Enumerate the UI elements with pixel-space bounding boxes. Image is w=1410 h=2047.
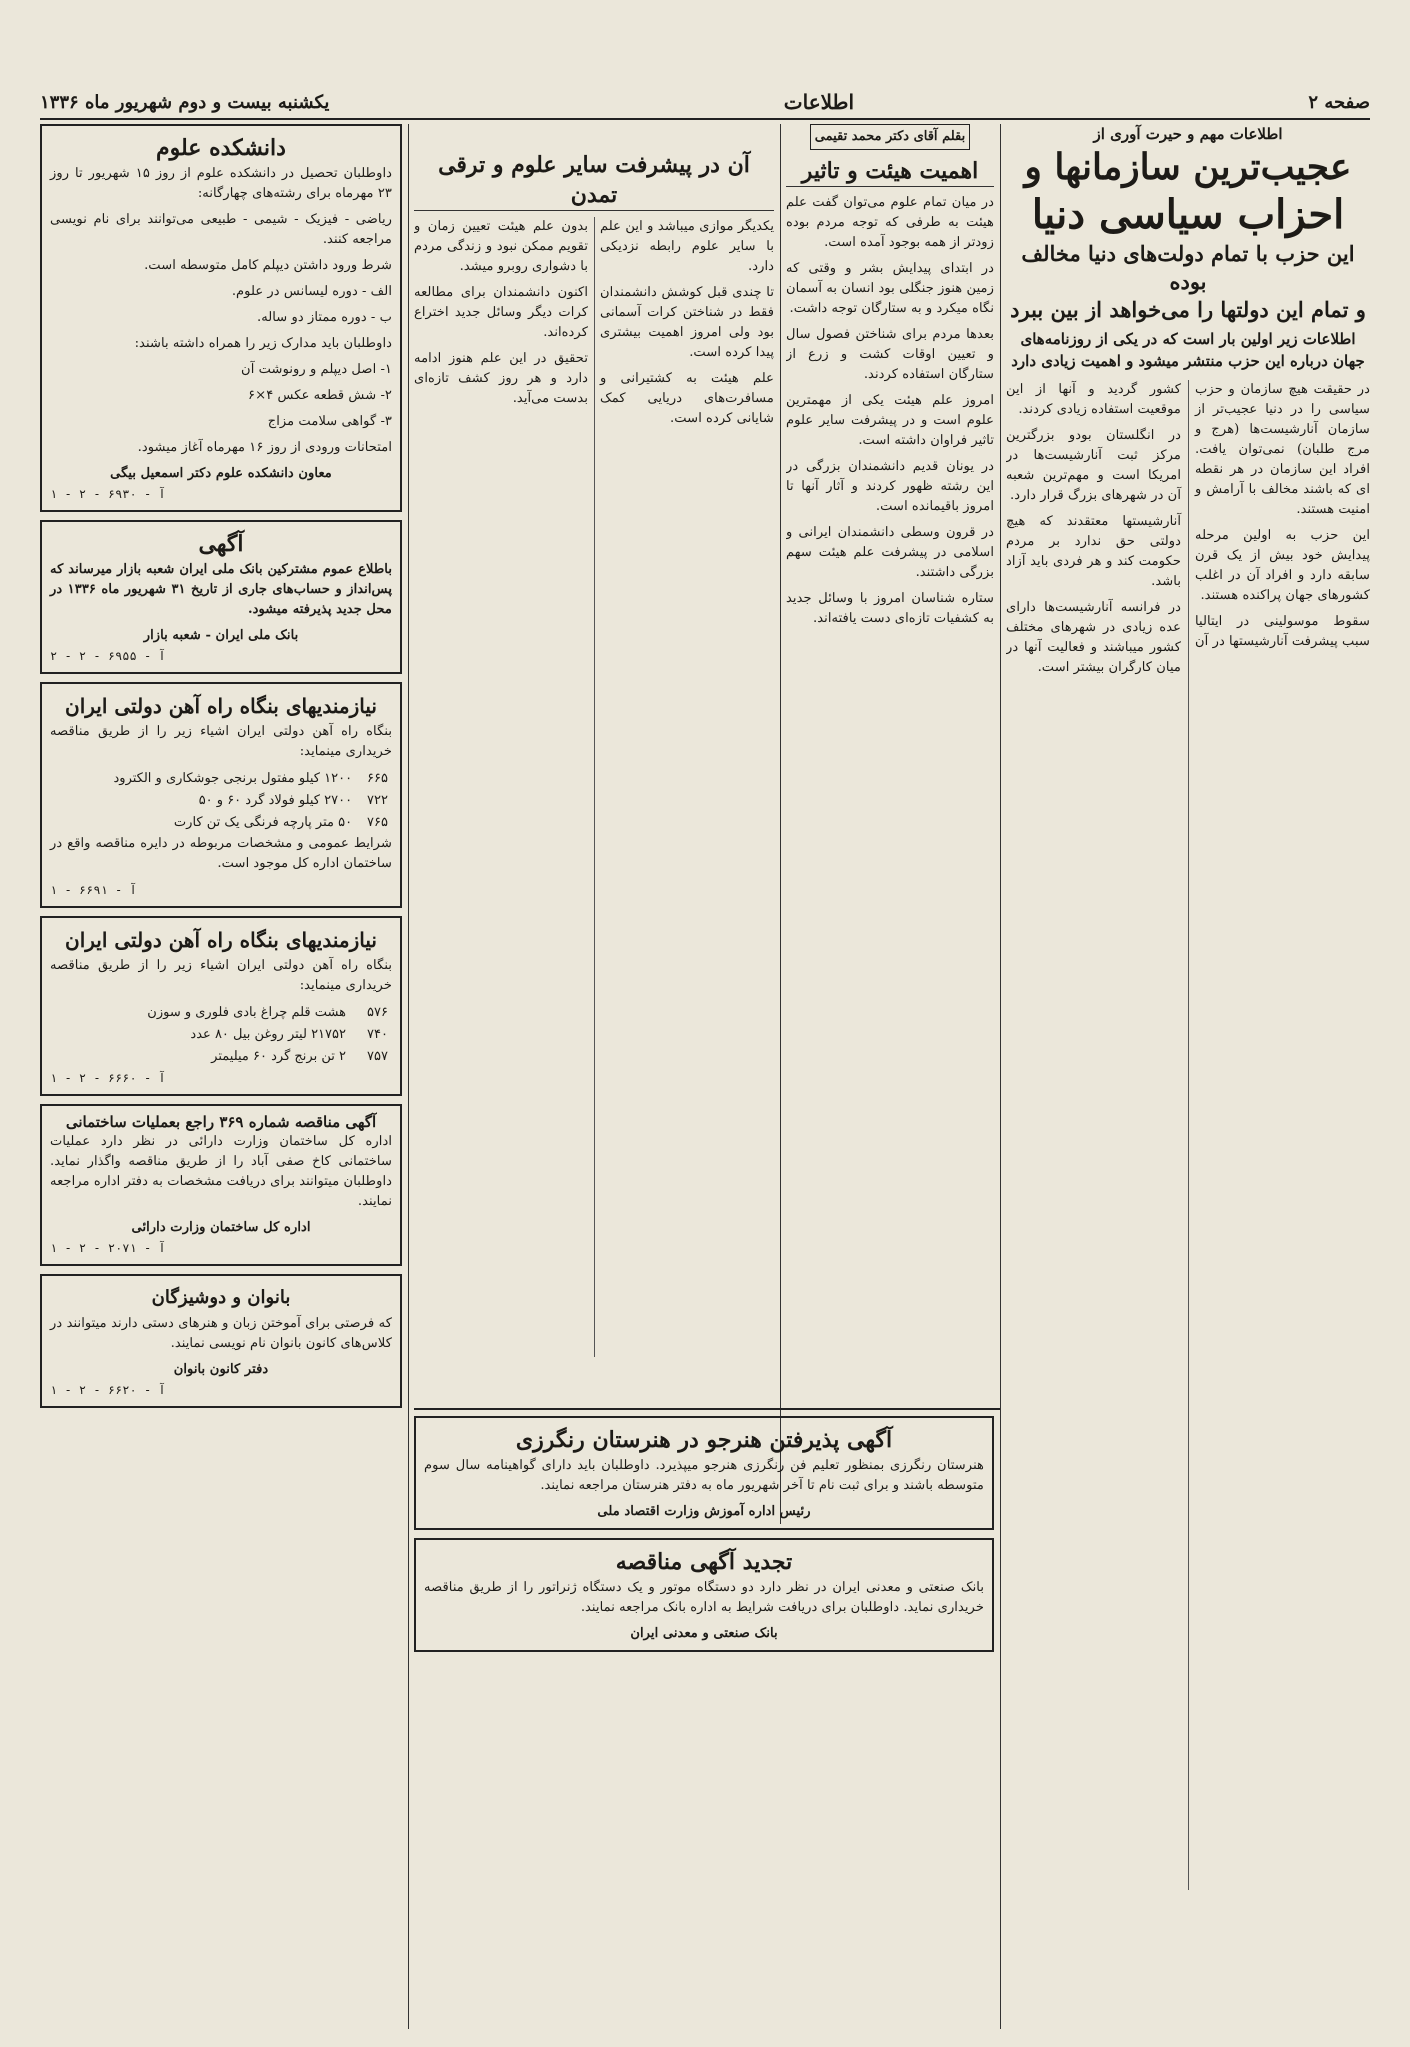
ad-code: آ - ۶۶۶۰ - ۲ - ۱ (50, 1071, 166, 1085)
table-row (50, 1024, 392, 1046)
headline-astronomy-1: اهمیت هیئت و تاثیر (786, 156, 994, 187)
byline: بقلم آقای دکتر محمد تقیمی (810, 124, 970, 150)
deck-3: اطلاعات زیر اولین بار است که در یکی از روزنامه‌های جهان درباره این حزب منتشر میشود و اهمیت زیادی دارد (1011, 330, 1365, 370)
college-line: ب - دوره ممتاز دو ساله. (257, 310, 392, 325)
deck-2: و تمام این دولتها را می‌خواهد از بین ببرد (1010, 297, 1366, 322)
railway-items (50, 768, 392, 834)
paragraph: بدون علم هیئت تعیین زمان و تقویم ممکن نبود و زندگی مردم با دشواری روبرو میشد. (414, 219, 588, 274)
school-ad-signature: رئیس اداره آموزش وزارت اقتصاد ملی (597, 1504, 811, 1519)
item-text: ۲ تن برنج گرد ۶۰ میلیمتر (211, 1049, 346, 1064)
page-number: صفحه ۲ (1308, 91, 1370, 113)
item-number: ۶۶۵ (367, 771, 388, 786)
ministry-tender-title: آگهی مناقصه شماره ۳۶۹ راجع بعملیات ساختمانی (65, 1113, 377, 1131)
college-ad (40, 124, 402, 512)
paragraph: تحقیق در این علم هنوز ادامه دارد و هر روز کشف تازه‌ای بدست می‌آید. (414, 351, 588, 406)
paragraph: علم هیئت به کشتیرانی و مسافرت‌های دریایی کمک شایانی کرده است. (600, 371, 774, 426)
tender-ad-title: تجدید آگهی مناقصه (615, 1549, 793, 1575)
college-line: داوطلبان تحصیل در دانشکده علوم از روز ۱۵ شهریور تا روز ۲۳ مهرماه برای رشته‌های چهارگانه: (50, 166, 392, 201)
college-line: ۱- اصل دیپلم و رونوشت آن (241, 362, 392, 377)
college-line: شرط ورود داشتن دیپلم کامل متوسطه است. (144, 258, 392, 273)
ministry-tender-text: اداره کل ساختمان وزارت دارائی در نظر دارد عملیات ساختمانی کاخ صفی آباد را از طریق مناقصه واگذار نماید. داوطلبان میتوانند برای دریافت مشخصات به دفتر اداره مراجعه نمایند. (50, 1134, 392, 1209)
railway-ad-title: نیازمندیهای بنگاه راه آهن دولتی ایران (65, 694, 377, 718)
paragraph: ستاره شناسان امروز با وسائل جدید به کشفیات تازه‌ای دست یافته‌اند. (786, 591, 994, 626)
ad-code: آ - ۶۶۲۰ - ۲ - ۱ (50, 1383, 166, 1397)
paragraph: اکنون دانشمندان برای مطالعه کرات دیگر وسائل جدید اختراع کرده‌اند. (414, 285, 588, 340)
railway-ad-note: شرایط عمومی و مشخصات مربوطه در دایره مناقصه واقع در ساختمان اداره کل موجود است. (50, 836, 392, 871)
bank-notice (40, 520, 402, 674)
tender-ad-signature: بانک صنعتی و معدنی ایران (630, 1626, 778, 1641)
paragraph: در میان تمام علوم می‌توان گفت علم هیئت به طرفی که توجه مردم بوده زودتر از همه بوجود آمده است. (786, 195, 994, 250)
column-rule (780, 124, 781, 1524)
ministry-tender-signature: اداره کل ساختمان وزارت دارائی (131, 1220, 311, 1235)
item-number: ۷۵۷ (367, 1049, 388, 1064)
college-line: داوطلبان باید مدارک زیر را همراه داشته باشند: (134, 336, 392, 351)
college-line: الف - دوره لیسانس در علوم. (231, 284, 392, 299)
headline-2: احزاب سیاسی دنیا (1031, 191, 1345, 238)
masthead (40, 86, 1370, 120)
headline-1: عجیب‌ترین سازمانها و (1024, 146, 1352, 188)
headline-astronomy-2: آن در پیشرفت سایر علوم و ترقی تمدن (414, 150, 774, 211)
paragraph: تا چندی قبل کوشش دانشمندان فقط در شناختن کرات آسمانی بود ولی امروز اهمیت بیشتری پیدا کرده است. (600, 285, 774, 360)
ads-center (414, 1416, 994, 2016)
railway-ad-sub: بنگاه راه آهن دولتی ایران اشیاء زیر را از طریق مناقصه خریداری مینماید: (50, 958, 392, 993)
paragraph: در قرون وسطی دانشمندان ایرانی و اسلامی در پیشرفت علم هیئت سهم بزرگی داشتند. (786, 525, 994, 580)
tender-ad-text: بانک صنعتی و معدنی ایران در نظر دارد دو دستگاه موتور و یک دستگاه ژنراتور را از طریق مناقصه خریداری نماید. داوطلبان برای دریافت شرایط به اداره بانک مراجعه نمایند. (424, 1580, 984, 1615)
college-signature: معاون دانشکده علوم دکتر اسمعیل بیگی (110, 466, 332, 481)
table-row (50, 1046, 392, 1068)
table-row (50, 768, 392, 790)
paragraph: در یونان قدیم دانشمندان بزرگی در این رشته ظهور کردند و آثار آنها تا امروز باقیمانده است. (786, 459, 994, 514)
paragraph: آنارشیستها معتقدند که هیچ دولتی حق ندارد بر مردم حکومت کند و هر فردی باید آزاد باشد. (1006, 514, 1181, 589)
deck-1: این حزب با تمام دولت‌های دنیا مخالف بوده (1021, 241, 1355, 294)
paragraph: این حزب به اولین مرحله پیدایش خود بیش از یک قرن سابقه دارد و افراد آن در اغلب کشورهای جهان پراکنده هستند. (1195, 528, 1370, 603)
paragraph: در حقیقت هیچ سازمان و حزب سیاسی را در دنیا عجیب‌تر از سازمان آنارشیست‌ها (هرج و مرج طلبان) نمی‌توان یافت. افراد این سازمان در هر نقطه ای که باشند مخالف با آرامش و امنیت هستند. (1195, 382, 1370, 517)
railway-ad-sub: بنگاه راه آهن دولتی ایران اشیاء زیر را از طریق مناقصه خریداری مینماید: (50, 724, 392, 759)
issue-date: یکشنبه بیست و دوم شهریور ماه ۱۳۳۶ (40, 91, 330, 113)
article-kicker: اطلاعات مهم و حیرت آوری از (1093, 125, 1283, 143)
item-text: ۲۷۰۰ کیلو فولاد گرد ۶۰ و ۵۰ (198, 793, 353, 808)
item-text: ۲۱۷۵۲ لیتر روغن بیل ۸۰ عدد (190, 1027, 346, 1042)
ads-left (40, 124, 402, 2029)
paper-name: اطلاعات (783, 90, 855, 114)
bank-notice-signature: بانک ملی ایران - شعبه بازار (143, 628, 299, 643)
college-ad-title: دانشکده علوم (156, 135, 286, 161)
item-number: ۷۲۲ (367, 793, 388, 808)
table-row (50, 790, 392, 812)
table-row (50, 1002, 392, 1024)
column-rule (1000, 124, 1001, 2029)
article-anarchists (1006, 124, 1370, 2024)
item-text: هشت قلم چراغ بادی فلوری و سوزن (147, 1005, 346, 1020)
paragraph: سقوط موسولینی در ایتالیا سبب پیشرفت آنارشیستها در آن کشور گردید و آنها از این موقعیت استفاده زیادی کردند. (1006, 382, 1370, 649)
article-astronomy-start (786, 124, 994, 1524)
railway-ad-title: نیازمندیهای بنگاه راه آهن دولتی ایران (65, 928, 377, 952)
item-text: ۵۰ متر پارچه فرنگی یک تن کارت (173, 815, 353, 830)
paragraph: در ابتدای پیدایش بشر و وقتی که زمین هنوز جنگلی بود انسان به آسمان نگاه میکرد و به ستارگان توجه داشت. (786, 261, 994, 316)
railway-ad-1 (40, 682, 402, 908)
section-rule (414, 1408, 1000, 1410)
school-ad (414, 1416, 994, 1530)
bank-notice-text: باطلاع عموم مشترکین بانک ملی ایران شعبه بازار میرساند که پس‌انداز و حساب‌های جاری از تاریخ ۳۱ شهریور ماه ۱۳۳۶ در محل جدید پذیرفته میشود. (50, 562, 392, 617)
table-row (50, 812, 392, 834)
railway-ad-2 (40, 916, 402, 1096)
ad-code: آ - ۶۹۵۵ - ۲ - ۲ (50, 649, 166, 663)
tender-ad (414, 1538, 994, 1652)
college-line: ۳- گواهی سلامت مزاج (267, 414, 392, 429)
item-number: ۷۶۵ (367, 815, 388, 830)
bank-notice-title: آگهی (198, 531, 244, 557)
women-ad (40, 1274, 402, 1408)
item-number: ۷۴۰ (367, 1027, 388, 1042)
ad-code: آ - ۶۶۹۱ - ۱ (50, 883, 137, 897)
paragraph: یکدیگر موازی میباشد و این علم با سایر علوم رابطه نزدیکی دارد. (600, 219, 774, 274)
college-line: ریاضی - فیزیک - شیمی - طبیعی می‌توانند برای نام نویسی مراجعه کنند. (50, 212, 392, 247)
women-ad-signature: دفتر کانون بانوان (173, 1362, 269, 1377)
item-number: ۵۷۶ (367, 1005, 388, 1020)
college-line: امتحانات ورودی از روز ۱۶ مهرماه آغاز میشود. (137, 440, 392, 455)
ad-code: آ - ۲۰۷۱ - ۲ - ۱ (50, 1241, 166, 1255)
item-text: ۱۲۰۰ کیلو مفتول برنجی جوشکاری و الکترود (113, 771, 353, 786)
railway-items (50, 1002, 392, 1068)
paragraph: در فرانسه آنارشیست‌ها دارای عده زیادی در شهرهای مختلف کشور میباشند و فعالیت آنها در میان کارگران بیشتر است. (1006, 600, 1181, 675)
ministry-tender-ad (40, 1104, 402, 1266)
ad-code: آ - ۶۹۳۰ - ۲ - ۱ (50, 487, 166, 501)
paragraph: امروز علم هیئت یکی از مهمترین علوم است و در پیشرفت سایر علوم تاثیر فراوان داشته است. (786, 393, 994, 448)
women-ad-text: که فرصتی برای آموختن زبان و هنرهای دستی دارند میتوانند در کلاس‌های کانون بانوان نام نویسی نمایند. (50, 1316, 392, 1351)
paragraph: در انگلستان بودو بزرگترین مرکز ثبت آنارشیست‌ها در امریکا است و مهم‌ترین شعبه آن در شهرهای بزرگ قرار دارد. (1006, 428, 1181, 503)
women-ad-title: بانوان و دوشیزگان (151, 1287, 291, 1308)
school-ad-text: هنرستان رنگرزی بمنظور تعلیم فن رنگرزی هنرجو میپذیرد. داوطلبان باید دارای گواهینامه سال سوم متوسطه باشند و برای ثبت نام تا آخر شهریور ماه به دفتر هنرستان مراجعه نمایند. (424, 1458, 984, 1493)
column-rule (408, 124, 409, 2029)
school-ad-title: آگهی پذیرفتن هنرجو در هنرستان رنگرزی (515, 1427, 893, 1453)
college-line: ۲- شش قطعه عکس ۴×۶ (248, 388, 392, 403)
paragraph: بعدها مردم برای شناختن فصول سال و تعیین اوقات کشت و زرع از ستارگان استفاده کردند. (786, 327, 994, 382)
